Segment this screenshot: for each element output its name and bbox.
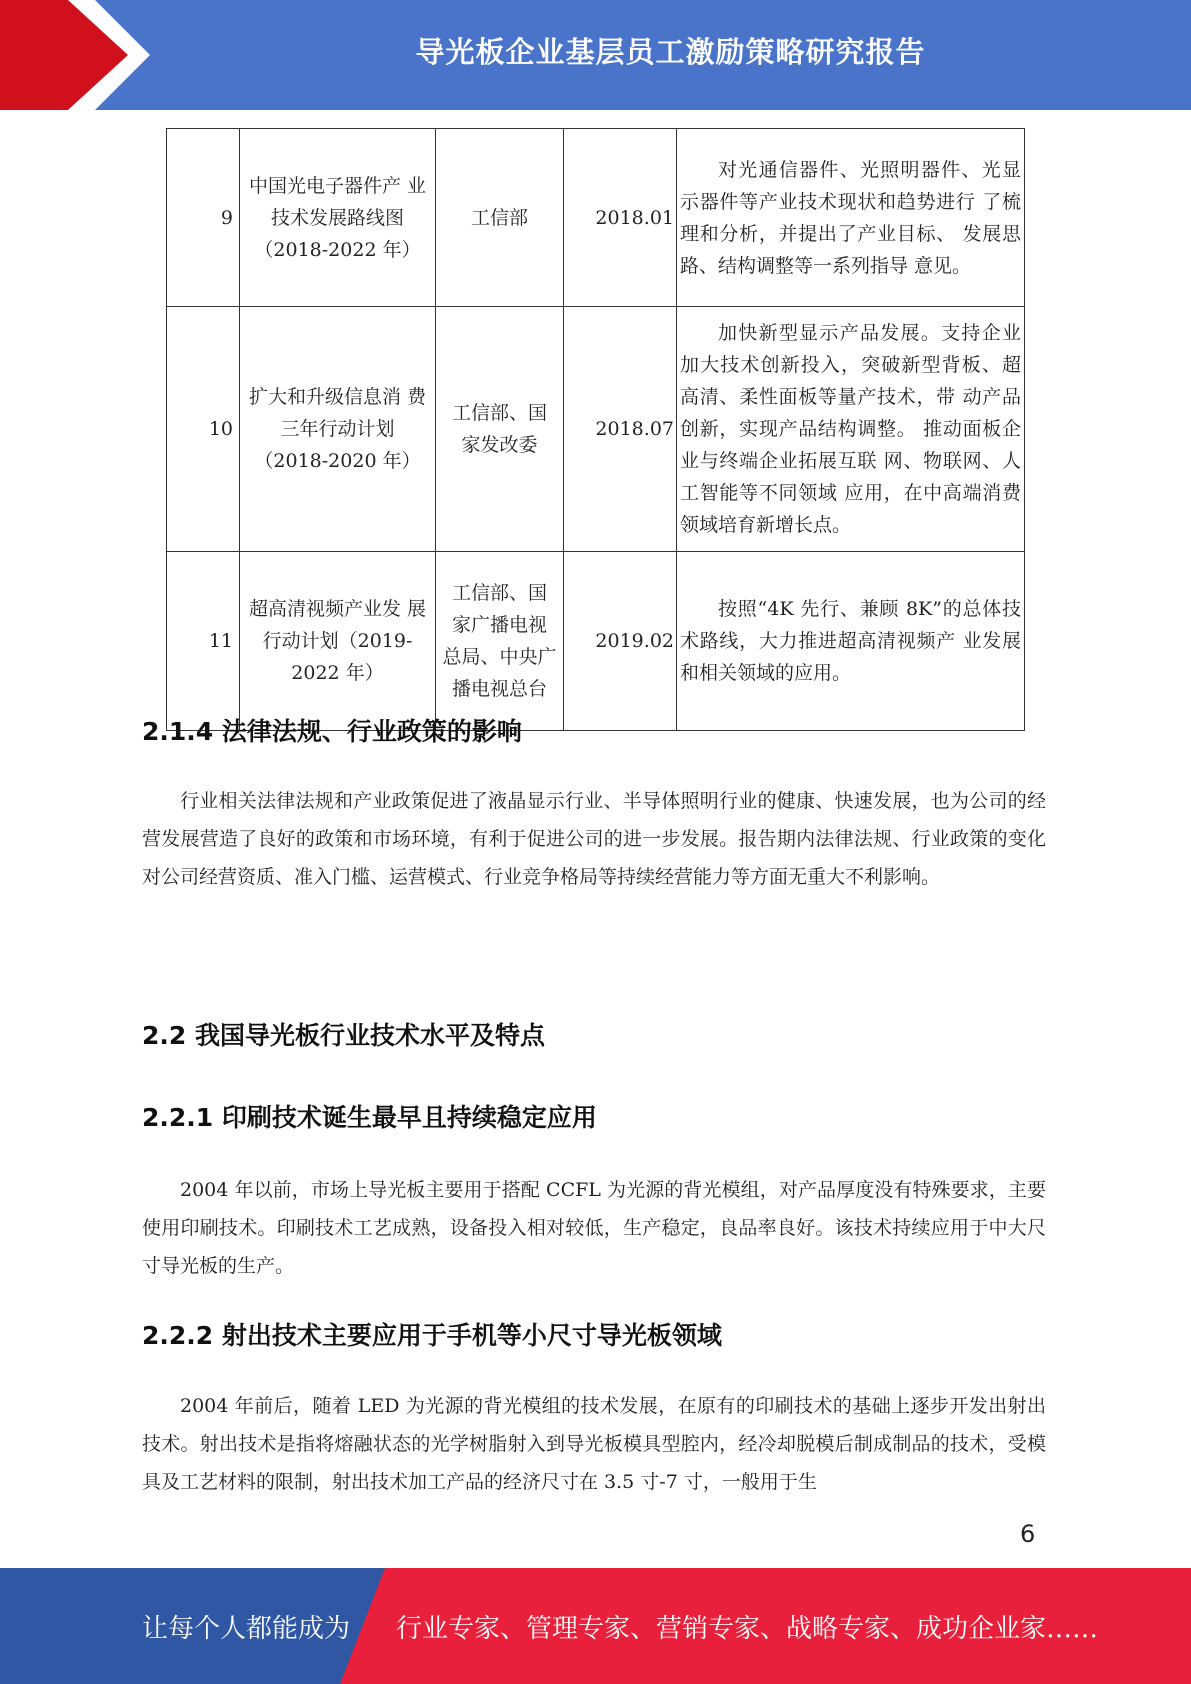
page-number: 6 [1020, 1520, 1036, 1548]
table-row [167, 129, 1025, 307]
policy-name: 中国光电子器件产 业技术发展路线图（2018-2022 年） [240, 129, 436, 307]
page-header [0, 0, 1191, 110]
issuing-department: 工信部 [436, 129, 564, 307]
section-heading-2-2-2: 2.2.2 射出技术主要应用于手机等小尺寸导光板领域 [142, 1321, 722, 1350]
section-paragraph-2-1-4: 行业相关法律法规和产业政策促进了液晶显示行业、半导体照明行业的健康、快速发展，也为公司的经营发展营造了良好的政策和市场环境，有利于促进公司的进一步发展。报告期内法律法规、行业政策的变化对公司经营资质、准入门槛、运营模式、行业竞争格局等持续经营能力等方面无重大不利影响。 [142, 790, 1046, 888]
header-arrow-decoration [0, 0, 160, 110]
policy-name: 扩大和升级信息消 费三年行动计划（2018-2020 年） [240, 307, 436, 552]
report-title: 导光板企业基层员工激励策略研究报告 [415, 34, 926, 69]
section-heading-2-2-1: 2.2.1 印刷技术诞生最早且持续稳定应用 [142, 1103, 597, 1132]
footer-slogan-left: 让每个人都能成为 [142, 1613, 351, 1644]
policy-name: 超高清视频产业发 展行动计划（2019-2022 年） [240, 552, 436, 731]
table-row [167, 552, 1025, 731]
section-heading-2-1-4: 2.1.4 法律法规、行业政策的影响 [142, 717, 522, 746]
section-paragraph-2-2-2: 2004 年前后，随着 LED 为光源的背光模组的技术发展，在原有的印刷技术的基础上逐步开发出射出技术。射出技术是指将熔融状态的光学树脂射入到导光板模具型腔内，经冷却脱模后制成制品的技术，受模具及工艺材料的限制，射出技术加工产品的经济尺寸在 3.5 寸-7 寸，一般用于生 [142, 1395, 1046, 1493]
policy-content: 对光通信器件、光照明器件、光显示器件等产业技术现状和趋势进行 了梳理和分析，并提出了产业目标、 发展思路、结构调整等一系列指导 意见。 [677, 129, 1025, 307]
policy-content: 加快新型显示产品发展。支持企业加大技术创新投入，突破新型背板、超高清、柔性面板等量产技术，带 动产品创新，实现产品结构调整。 推动面板企业与终端企业拓展互联 网、物联网、人工智能等不同领域 应用，在中高端消费领域培育新增长点。 [677, 307, 1025, 552]
section-paragraph-2-2-1: 2004 年以前，市场上导光板主要用于搭配 CCFL 为光源的背光模组，对产品厚度没有特殊要求，主要使用印刷技术。印刷技术工艺成熟，设备投入相对较低，生产稳定，良品率良好。该技术持续应用于中大尺寸导光板的生产。 [142, 1179, 1046, 1277]
issue-date: 2018.07 [564, 307, 677, 552]
row-number: 9 [167, 129, 240, 307]
table-row [167, 307, 1025, 552]
row-number: 11 [167, 552, 240, 731]
policy-content: 按照“4K 先行、兼顾 8K”的总体技术路线，大力推进超高清视频产 业发展和相关领域的应用。 [677, 552, 1025, 731]
row-number: 10 [167, 307, 240, 552]
issuing-department: 工信部、国 家广播电视 总局、中央广播电视总台 [436, 552, 564, 731]
page-footer [0, 1568, 1191, 1684]
issuing-department: 工信部、国 家发改委 [436, 307, 564, 552]
policy-table [166, 128, 1025, 731]
issue-date: 2019.02 [564, 552, 677, 731]
section-heading-2-2: 2.2 我国导光板行业技术水平及特点 [142, 1021, 545, 1050]
footer-slogan-right: 行业专家、管理专家、营销专家、战略专家、成功企业家…… [396, 1613, 1099, 1644]
issue-date: 2018.01 [564, 129, 677, 307]
